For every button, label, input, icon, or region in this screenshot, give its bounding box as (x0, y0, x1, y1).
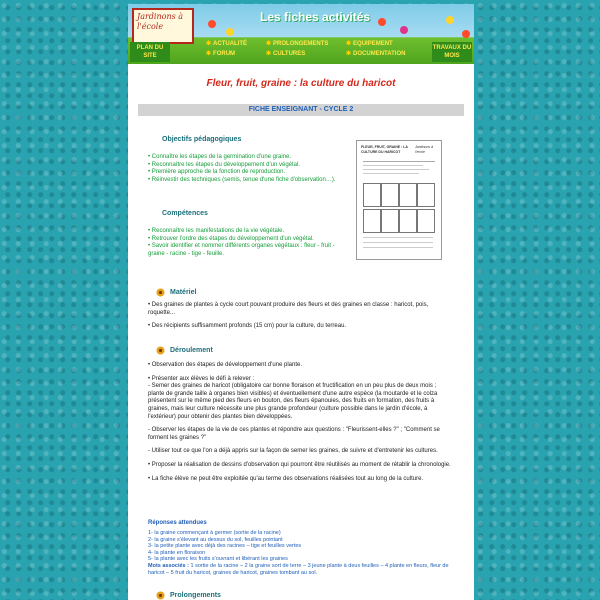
flower-decoration-icon (226, 28, 234, 36)
worksheet-line (363, 173, 419, 174)
flower-decoration-icon (446, 16, 454, 24)
paragraph: • Observation des étapes de développement d'une plante. (148, 362, 303, 368)
flower-decoration-icon (462, 30, 470, 38)
nav-documentation[interactable] (346, 50, 405, 57)
page-title: Fleur, fruit, graine : la culture du haricot (206, 78, 396, 89)
worksheet-box (363, 209, 381, 233)
nav-actualite[interactable] (206, 40, 247, 47)
flower-decoration-icon (208, 20, 216, 28)
worksheet-title: FLEUR, FRUIT, GRAINE : LA CULTURE DU HARICOT (361, 145, 408, 154)
list-item: 3- la petite plante avec déjà des racines – tige et feuilles vertes (148, 543, 302, 550)
worksheet-box (399, 209, 417, 233)
worksheet-logo: Jardinons à l'école (415, 145, 434, 154)
site-section-title: Les fiches activités (260, 10, 371, 24)
nav-label: DOCUMENTATION (353, 51, 406, 57)
materiel-list (148, 302, 454, 331)
list-item: 1- la graine commençant à germer (sortie de la racine) (148, 530, 281, 536)
mots-text: 1 sortie de la racine – 2 la graine sort de terre – 3 jeune plante à deux feuilles – 4 plante en fleurs, fleur de haricot – 5 fruit du haricot, graines de haricot, graines tombant au sol. (148, 562, 449, 576)
list-item: 4- la plante en floraison (148, 549, 206, 556)
nav-prolongements[interactable] (266, 40, 328, 47)
star-icon: ✱ (266, 41, 272, 47)
flower-bullet-icon (156, 346, 165, 355)
mots-associes (148, 563, 454, 576)
title-area (128, 70, 474, 100)
star-icon: ✱ (346, 41, 352, 47)
worksheet-box (399, 183, 417, 207)
mots-label: Mots associés : (148, 562, 189, 569)
nav-cultures[interactable] (266, 50, 305, 57)
nav-label: EQUIPEMENT (353, 41, 393, 47)
worksheet-line (363, 165, 423, 166)
list-item: • Retrouver l'ordre des étapes du développement d'un végétal. (148, 235, 314, 242)
star-icon: ✱ (346, 51, 352, 57)
nav-label: CULTURES (273, 51, 306, 57)
worksheet-thumbnail[interactable] (356, 140, 442, 260)
fiche-label-bar: FICHE ENSEIGNANT - CYCLE 2 (138, 104, 464, 116)
deroulement-heading: Déroulement (170, 347, 213, 354)
star-icon: ✱ (206, 51, 212, 57)
objectifs-heading: Objectifs pédagogiques (162, 136, 242, 143)
paragraph: - Observer les étapes de la vie de ces plantes et répondre aux questions : "Fleurissent-elles ?" ; "Comment se forment les graines ?" (148, 427, 440, 441)
reponses-heading: Réponses attendues (148, 520, 207, 526)
competences-heading: Compétences (162, 210, 208, 217)
star-icon: ✱ (266, 51, 272, 57)
flower-bullet-icon (156, 288, 165, 297)
nav-label: ACTUALITÉ (213, 41, 248, 47)
prolongements-heading: Prolongements (170, 592, 221, 599)
nav-forum[interactable] (206, 50, 235, 57)
materiel-heading: Matériel (170, 289, 197, 296)
worksheet-box (381, 209, 399, 233)
list-item: 5- la plante avec les fruits s'ouvrant et libérant les graines (148, 556, 288, 563)
worksheet-line (363, 247, 433, 248)
list-item: • Reconnaître les étapes du développement d'un végétal. (148, 161, 301, 168)
list-item: • Reconnaître les manifestations de la vie végétale. (148, 228, 285, 234)
list-item: 2- la graine s'élevant au dessus du sol, feuilles pointant (148, 536, 283, 543)
worksheet-line (363, 237, 433, 238)
list-item: • Première approche de la fonction de reproduction. (148, 169, 286, 176)
worksheet-box (417, 183, 435, 207)
reponses-list (148, 530, 454, 576)
list-item: • Réinvestir des techniques (semis, tenue d'une fiche d'observation…). (148, 176, 336, 183)
nav-equipement[interactable] (346, 40, 393, 47)
paragraph: • Proposer la réalisation de dessins d'observation qui pourront être réutilisés au moment de rétablir la chronologie. (148, 461, 451, 468)
site-logo[interactable]: Jardinons à l'école (132, 8, 194, 44)
worksheet-box (381, 183, 399, 207)
site-map-button[interactable]: PLAN DU SITE (130, 42, 170, 62)
worksheet-box (417, 209, 435, 233)
paragraph: - Utiliser tout ce que l'on a déjà appris sur la façon de semer les graines, de suivre et d'entretenir les cultures. (148, 448, 438, 455)
paragraph: • Présenter aux élèves le défi à relever : - Semer des graines de haricot (obligatoire car bonne floraison et fructification en un peu plus de deux mois ; plante de grande taille à organes bien visibles) et éventuellement d'une autre espèce (la moutarde et le colza présentent sur le même pied des fleurs en bouton, des fleurs épanouies, des fruits en formation, des fruits à graines, mais leur culture nécessite une plus grande profondeur (culture possible dans le jardin d'école, à l'extérieur) pour obtenir des plantes bien développées. (148, 375, 438, 420)
worksheet-line (363, 242, 433, 243)
site-header (128, 4, 474, 64)
nav-label: PROLONGEMENTS (273, 41, 329, 47)
monthly-work-button[interactable]: TRAVAUX DU MOIS (432, 42, 472, 62)
content-column (128, 4, 474, 600)
list-item: • Connaître les étapes de la germination d'une graine. (148, 154, 292, 160)
nav-label: FORUM (213, 51, 236, 57)
list-item: • Savoir identifier et nommer différents organes végétaux : fleur - fruit - graine - racine - tige - feuille. (148, 243, 335, 257)
flower-bullet-icon (156, 591, 165, 600)
competences-list (148, 228, 346, 258)
paragraph: • La fiche élève ne peut être exploitée qu'au terme des observations réalisées tout au long de la culture. (148, 475, 424, 482)
worksheet-line (363, 169, 429, 170)
list-item: • Des récipients suffisamment profonds (15 cm) pour la culture, du terreau. (148, 323, 347, 330)
flower-decoration-icon (400, 26, 408, 34)
flower-decoration-icon (378, 18, 386, 26)
list-item: • Des graines de plantes à cycle court pouvant produire des fleurs et des graines en classe : haricot, pois, roquette... (148, 302, 429, 316)
deroulement-body (148, 362, 454, 483)
star-icon: ✱ (206, 41, 212, 47)
worksheet-line (363, 161, 435, 162)
objectifs-list (148, 154, 336, 184)
worksheet-box (363, 183, 381, 207)
